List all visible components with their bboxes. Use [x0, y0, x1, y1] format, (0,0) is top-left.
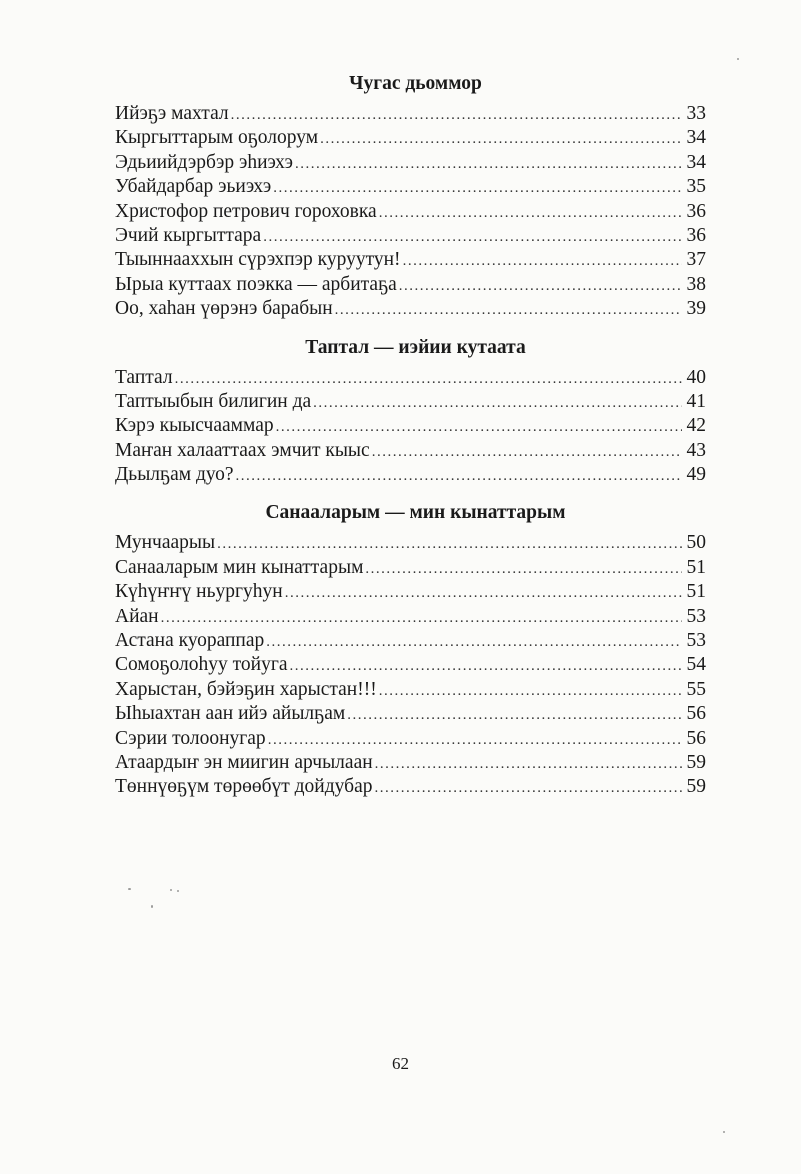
entry-page: 50	[686, 532, 706, 554]
entry-page: 38	[686, 273, 706, 295]
toc-entry	[115, 224, 706, 248]
entry-title: Харыстан, бэйэҕин харыстан!!!	[115, 678, 377, 700]
entry-title: Эчий кыргыттара	[115, 224, 262, 246]
page-number: 62	[392, 1054, 409, 1073]
toc-entry	[115, 248, 706, 272]
entry-title: Маҥан халааттаах эмчит кыыс	[115, 439, 370, 461]
toc-entry	[115, 556, 706, 580]
entry-page: 59	[686, 751, 706, 773]
dot-leader	[276, 415, 682, 439]
entry-title: Оо, хаһан үөрэнэ барабын	[115, 298, 333, 320]
toc-entry	[115, 463, 706, 487]
section-heading: Чугас дьоммор	[349, 73, 482, 94]
dot-leader	[263, 225, 682, 249]
toc-entry	[115, 200, 706, 224]
entry-title: Ырыа куттаах поэкка — арбитаҕа	[115, 273, 397, 295]
entry-title: Ыһыахтан аан ийэ айылҕам	[115, 703, 346, 725]
entry-page: 37	[686, 249, 706, 271]
scan-speck	[177, 890, 179, 892]
dot-leader	[365, 557, 682, 581]
toc-entry	[115, 629, 706, 653]
entry-page: 35	[686, 176, 706, 198]
entry-page: 36	[686, 224, 706, 246]
dot-leader	[374, 776, 682, 800]
toc-section-3	[115, 501, 706, 799]
entry-title: Күһүҥҥү ньургуһун	[115, 581, 283, 603]
entry-title: Сомоҕолоһуу тойуга	[115, 654, 288, 676]
toc-entry	[115, 439, 706, 463]
toc-list	[115, 531, 706, 799]
toc-entry	[115, 126, 706, 150]
toc-entry	[115, 727, 706, 751]
toc-list	[115, 366, 706, 488]
entry-title: Кэрэ кыысчааммар	[115, 415, 274, 437]
dot-leader	[295, 152, 682, 176]
dot-leader	[268, 728, 682, 752]
entry-title: Эдьиийдэрбэр эһиэхэ	[115, 151, 293, 173]
toc-entry	[115, 605, 706, 629]
toc-entry	[115, 751, 706, 775]
toc-section-2	[115, 336, 706, 488]
dot-leader	[266, 630, 682, 654]
entry-page: 53	[686, 630, 706, 652]
entry-page: 56	[686, 727, 706, 749]
entry-title: Тыыннааххын сүрэхпэр куруутун!	[115, 249, 401, 271]
toc-entry	[115, 653, 706, 677]
entry-page: 55	[686, 678, 706, 700]
dot-leader	[375, 752, 682, 776]
toc-entry	[115, 390, 706, 414]
dot-leader	[289, 654, 682, 678]
scan-speck	[151, 905, 153, 908]
toc-entry	[115, 273, 706, 297]
dot-leader	[335, 298, 682, 322]
entry-page: 54	[686, 654, 706, 676]
dot-leader	[399, 274, 682, 298]
scan-speck	[723, 1131, 725, 1133]
scan-speck	[170, 889, 172, 891]
entry-title: Санааларым мин кынаттарым	[115, 556, 364, 578]
entry-title: Кыргыттарым оҕолорум	[115, 127, 319, 149]
entry-title: Дьылҕам дуо?	[115, 464, 234, 486]
entry-title: Христофор петрович гороховка	[115, 200, 377, 222]
entry-title: Атаардыҥ эн миигин арчылаан	[115, 751, 373, 773]
entry-page: 59	[686, 776, 706, 798]
dot-leader	[403, 249, 682, 273]
entry-title: Таптал	[115, 366, 173, 388]
dot-leader	[347, 703, 682, 727]
dot-leader	[161, 606, 682, 630]
dot-leader	[231, 103, 682, 127]
toc-entry	[115, 531, 706, 555]
entry-title: Айан	[115, 605, 159, 627]
entry-page: 53	[686, 605, 706, 627]
section-heading: Таптал — иэйии кутаата	[305, 336, 526, 358]
toc-entry	[115, 175, 706, 199]
entry-page: 49	[686, 464, 706, 486]
entry-page: 51	[686, 556, 706, 578]
scan-speck	[128, 888, 131, 890]
entry-title: Астана куораппар	[115, 630, 265, 652]
dot-leader	[236, 464, 682, 488]
toc-entry	[115, 580, 706, 604]
entry-page: 51	[686, 581, 706, 603]
dot-leader	[379, 679, 682, 703]
toc-entry	[115, 151, 706, 175]
dot-leader	[217, 532, 682, 556]
entry-page: 34	[686, 151, 706, 173]
entry-page: 40	[686, 366, 706, 388]
dot-leader	[320, 127, 682, 151]
entry-page: 33	[686, 103, 706, 124]
entry-title: Таптыыбын билигин да	[115, 390, 312, 412]
dot-leader	[273, 176, 682, 200]
toc-entry	[115, 414, 706, 438]
entry-page: 41	[686, 390, 706, 412]
dot-leader	[379, 201, 682, 225]
toc-entry	[115, 702, 706, 726]
toc-entry	[115, 678, 706, 702]
toc-section-1	[115, 72, 706, 322]
entry-title: Төннүөҕүм төрөөбүт дойдубар	[115, 776, 373, 798]
entry-title: Убайдарбар эьиэхэ	[115, 176, 272, 198]
dot-leader	[285, 581, 682, 605]
entry-title: Ийэҕэ махтал	[115, 103, 229, 124]
entry-title: Сэрии толоонугар	[115, 727, 266, 749]
scan-speck	[737, 58, 739, 60]
toc-entry	[115, 775, 706, 799]
entry-title: Мунчаарыы	[115, 532, 216, 554]
toc-entry	[115, 366, 706, 390]
dot-leader	[372, 440, 682, 464]
entry-page: 56	[686, 703, 706, 725]
dot-leader	[175, 367, 682, 391]
entry-page: 36	[686, 200, 706, 222]
table-of-contents	[115, 72, 706, 800]
toc-list	[115, 102, 706, 322]
toc-entry	[115, 297, 706, 321]
entry-page: 43	[686, 439, 706, 461]
entry-page: 39	[686, 298, 706, 320]
section-heading: Санааларым — мин кынаттарым	[265, 502, 566, 524]
dot-leader	[313, 391, 682, 415]
entry-page: 42	[686, 415, 706, 437]
toc-entry	[115, 102, 706, 126]
entry-page: 34	[686, 127, 706, 149]
